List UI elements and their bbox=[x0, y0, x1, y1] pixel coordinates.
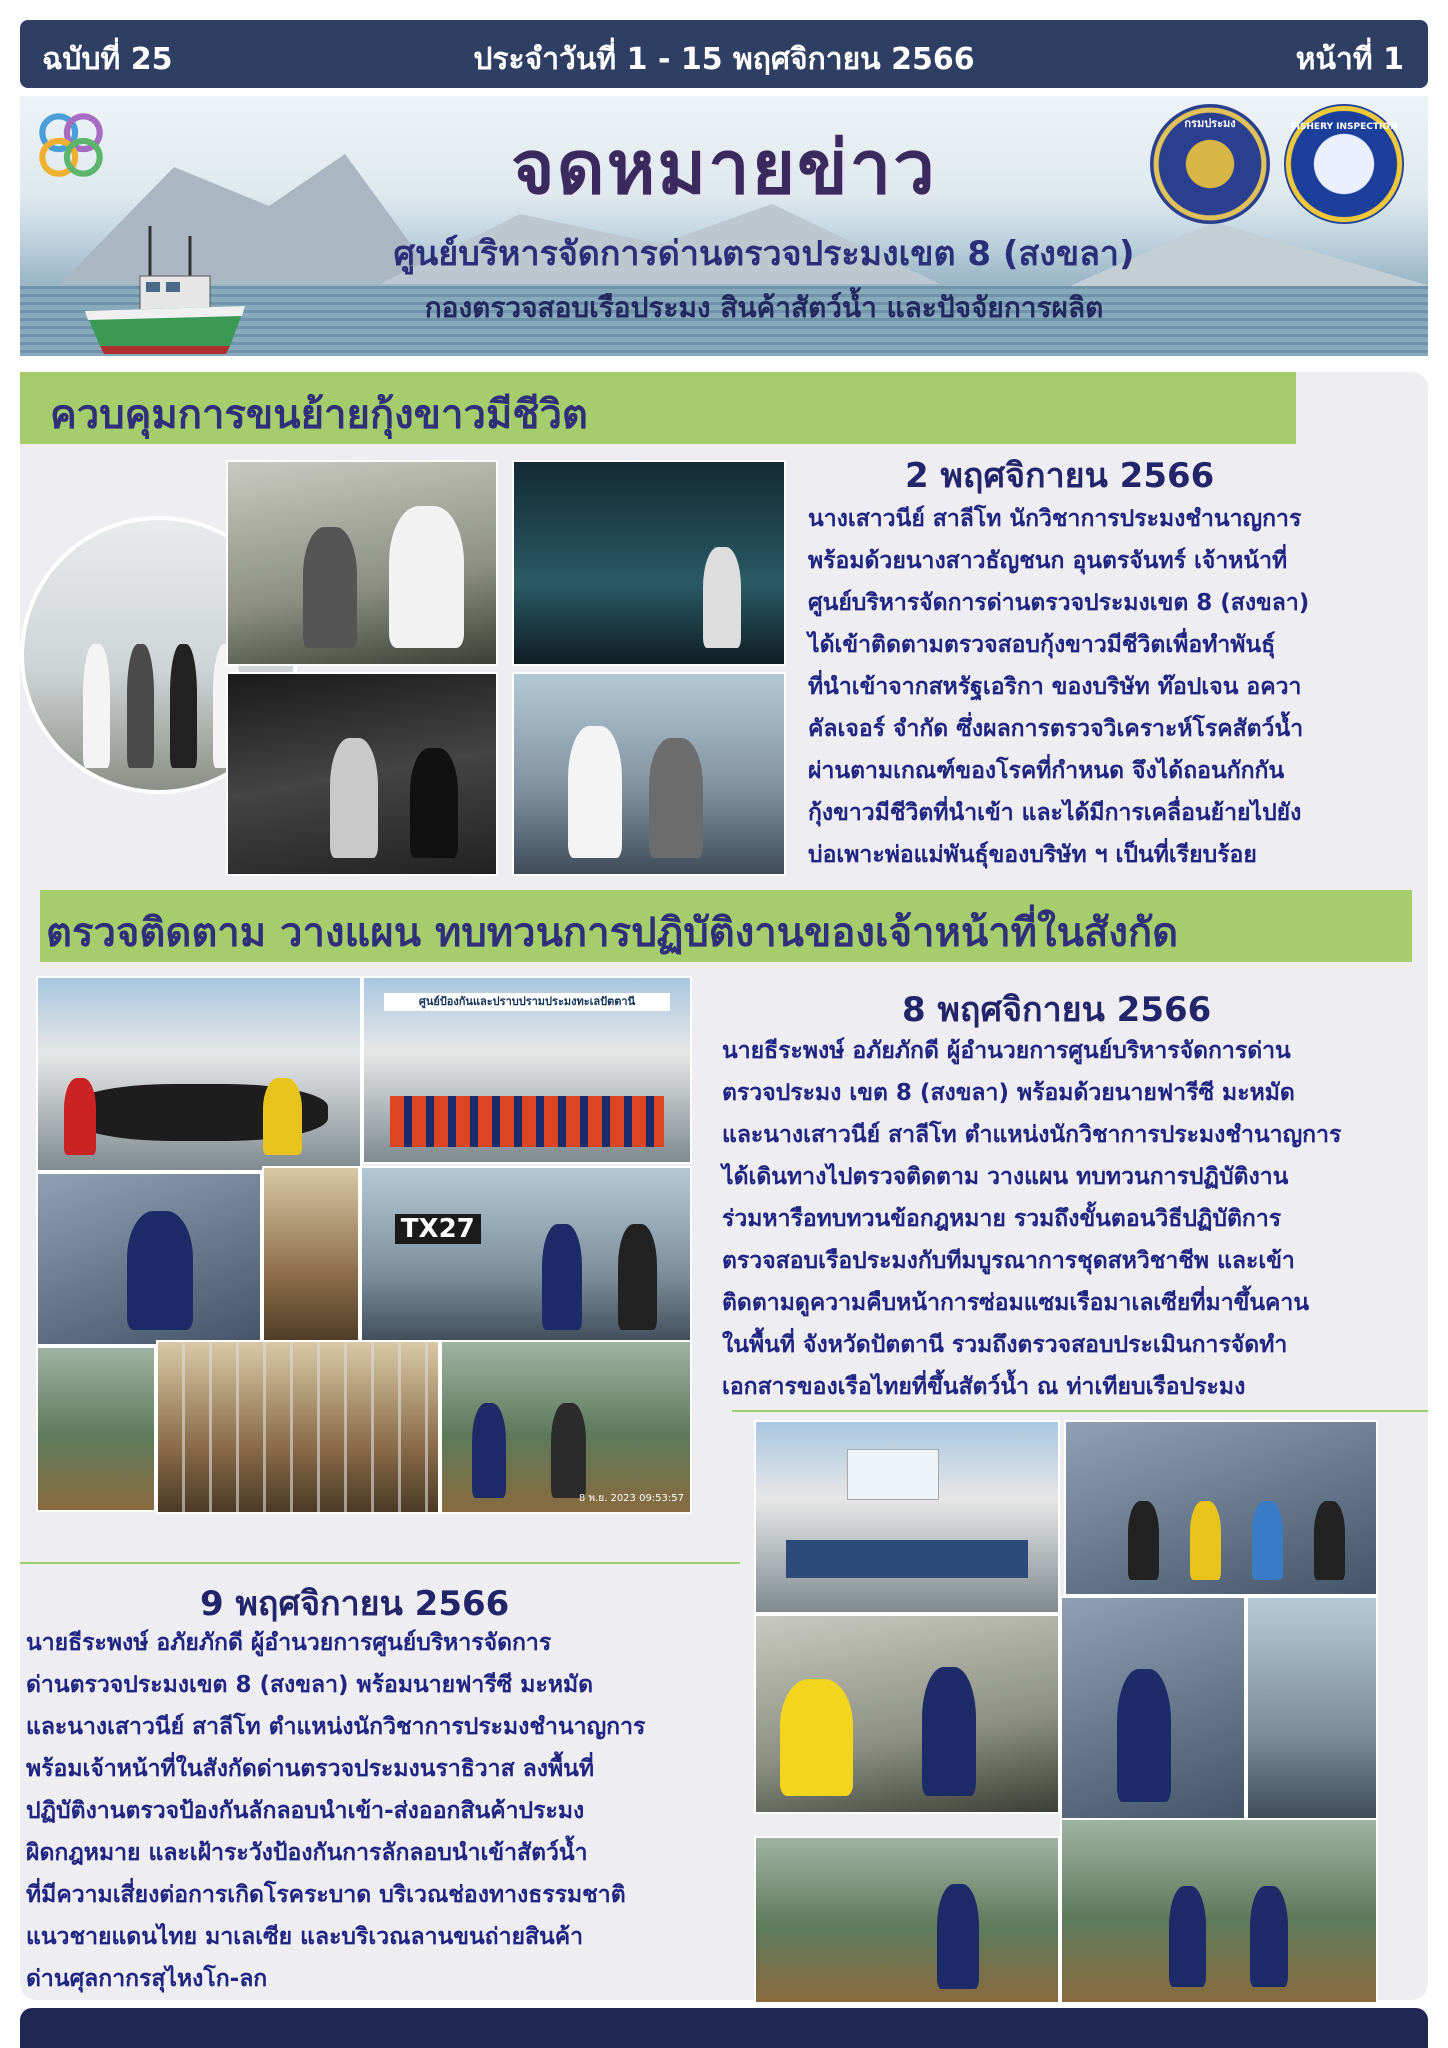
division-name: กองตรวจสอบเรือประมง สินค้าสัตว์น้ำ และปัจจัยการผลิต bbox=[424, 291, 1104, 324]
photo-truck-loading bbox=[1246, 1596, 1378, 1822]
section3-body: นายธีระพงษ์ อภัยภักดี ผู้อำนวยการศูนย์บริหารจัดการ ด่านตรวจประมงเขต 8 (สงขลา) พร้อมนายฟารีซี มะหมัด และนางเสาวนีย์ สาลีโท ตำแหน่งนักวิชาการประมงชำนาญการ พร้อมเจ้าหน้าที่ในสังกัดด่านตรวจประมงนราธิวาส ลงพื้นที่ ปฏิบัติงานตรวจป้องกันลักลอบนำเข้า-ส่งออกสินค้าประมง ผิดกฎหมาย และเฝ้าระวังป้องกันการลักลอบนำเข้าสัตว์น้ำ ที่มีความเสี่ยงต่อการเกิดโรคระบาด บริเวณช่องทางธรรมชาติ แนวชายแดนไทย มาเลเซีย และบริเวณลานขนถ่ายสินค้า ด่านศุลกากรสุไหงโก-ลก bbox=[26, 1630, 646, 1992]
department-seal-icon: กรมประมง bbox=[1150, 104, 1270, 224]
photo-boat-repair bbox=[262, 1166, 360, 1346]
page-number: หน้าที่ 1 bbox=[1295, 42, 1404, 77]
photo-facility-check bbox=[512, 672, 786, 876]
fishery-inspection-badge-icon: FISHERY INSPECTION bbox=[1284, 104, 1404, 224]
section2-date: 8 พฤศจิกายน 2566 bbox=[902, 990, 1212, 1030]
header-bar bbox=[20, 20, 1428, 88]
section-heading-bar bbox=[20, 372, 1296, 444]
photo-cargo-check bbox=[1060, 1596, 1246, 1822]
section1-body: นางเสาวนีย์ สาลีโท นักวิชาการประมงชำนาญการ พร้อมด้วยนางสาวธัญชนก อุนตรจันทร์ เจ้าหน้าที่ ศูนย์บริหารจัดการด่านตรวจประมงเขต 8 (สงขลา) ได้เข้าติดตามตรวจสอบกุ้งขาวมีชีวิตเพื่อทำพันธุ์ ที่นำเข้าจากสหรัฐเอริกา ของบริษัท ท๊อปเจน อควา คัลเจอร์ จำกัด ซึ่งผลการตรวจวิเคราะห์โรคสัตว์น้ำ ผ่านตามเกณฑ์ของโรคที่กำหนด จึงได้ถอนกักกัน กุ้งขาวมีชีวิตที่นำเข้า และได้มีการเคลื่อนย้ายไปยัง บ่อเพาะพ่อแม่พันธุ์ของบริษัท ฯ เป็นที่เรียบร้อย bbox=[808, 506, 1310, 868]
photo-truck-inspection bbox=[754, 1614, 1060, 1814]
photo-boat-hull bbox=[36, 1346, 156, 1512]
section3-date: 9 พฤศจิกายน 2566 bbox=[200, 1584, 510, 1624]
newsletter-title: จดหมายข่าว bbox=[511, 125, 937, 211]
photo-group-building: ศูนย์ป้องกันและปราบปรามประมงทะเลปัตตานี bbox=[362, 976, 692, 1164]
section-divider bbox=[20, 1562, 740, 1564]
photo-flashlight-inspection bbox=[226, 672, 498, 876]
photo-border-river bbox=[754, 1836, 1060, 2004]
photo-shrimp-tanks bbox=[512, 460, 786, 666]
issue-number: ฉบับที่ 25 bbox=[42, 42, 173, 77]
section1-heading: ควบคุมการขนย้ายกุ้งขาวมีชีวิต bbox=[50, 392, 588, 438]
section2-body: นายธีระพงษ์ อภัยภักดี ผู้อำนวยการศูนย์บริหารจัดการด่าน ตรวจประมง เขต 8 (สงขลา) พร้อมด้วยนายฟารีซี มะหมัด และนางเสาวนีย์ สาลีโท ตำแหน่งนักวิชาการประมงชำนาญการ ได้เดินทางไปตรวจติดตาม วางแผน ทบทวนการปฏิบัติงาน ร่วมหารือทบทวนข้อกฎหมาย รวมถึงขั้นตอนวิธีปฏิบัติการ ตรวจสอบเรือประมงกับทีมบูรณาการชุดสหวิชาชีพ และเข้า ติดตามดูความคืบหน้าการซ่อมแซมเรือมาเลเซียที่มาขึ้นคาน ในพื้นที่ จังหวัดปัตตานี รวมถึงตรวจสอบประเมินการจัดทำ เอกสารของเรือไทยที่ขึ้นสัตว์น้ำ ณ ท่าเทียบเรือประมง bbox=[722, 1038, 1342, 1400]
photo-scaffold-repair bbox=[156, 1340, 440, 1514]
newsletter-banner bbox=[20, 96, 1428, 356]
photo-document-review bbox=[36, 1172, 262, 1346]
section-divider bbox=[732, 1410, 1428, 1412]
photo-document-check bbox=[226, 460, 498, 666]
photo-meeting-screen bbox=[754, 1420, 1060, 1614]
office-name: ศูนย์บริหารจัดการด่านตรวจประมงเขต 8 (สงขลา) bbox=[393, 234, 1135, 274]
photo-meeting-room bbox=[36, 976, 362, 1172]
footer-bar bbox=[20, 2008, 1428, 2048]
photo-border-checkpoint bbox=[1060, 1818, 1378, 2004]
section-heading-bar bbox=[40, 890, 1412, 962]
photo-staff-lineup bbox=[1064, 1420, 1378, 1596]
photo-site-visit: 8 พ.ย. 2023 09:53:57 bbox=[440, 1340, 692, 1514]
section2-heading: ตรวจติดตาม วางแผน ทบทวนการปฏิบัติงานของเจ้าหน้าที่ในสังกัด bbox=[46, 910, 1179, 956]
photo-harbor-inspection: TX27 bbox=[360, 1166, 692, 1346]
issue-period: ประจำวันที่ 1 - 15 พฤศจิกายน 2566 bbox=[473, 42, 975, 77]
section1-date: 2 พฤศจิกายน 2566 bbox=[905, 456, 1215, 496]
